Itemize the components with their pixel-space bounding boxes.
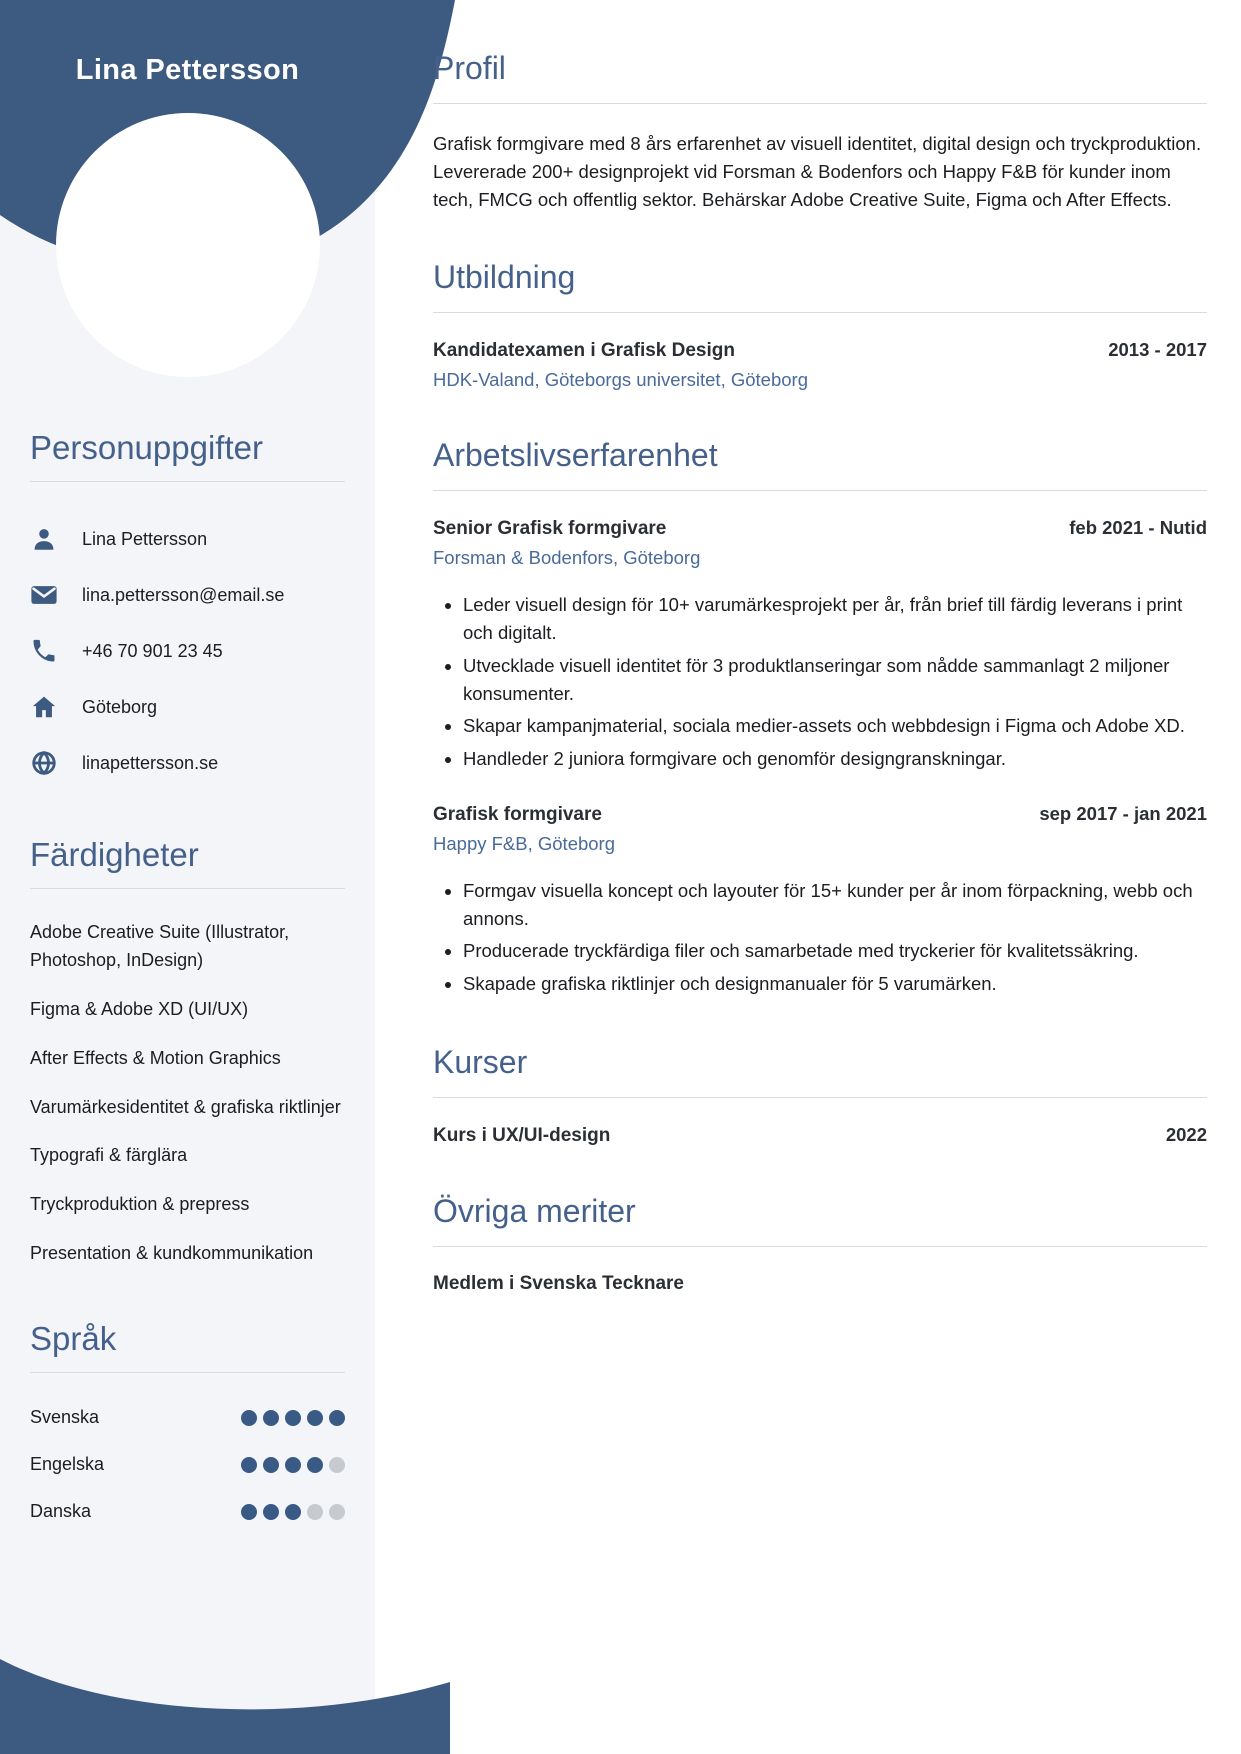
skill-item: Figma & Adobe XD (UI/UX) (30, 998, 249, 1019)
course-name: Kurs i UX/UI-design (433, 1124, 611, 1146)
sidebar-section-skills (30, 836, 345, 1268)
sidebar-section-languages (30, 1320, 345, 1522)
skill-item: After Effects & Motion Graphics (30, 1047, 281, 1068)
job-bullet: • Leder visuell design för 10+ varumärkesprojekt per år, från brief till färdig leverans i print och digitalt. (463, 591, 1207, 647)
skill-item: Presentation & kundkommunikation (30, 1243, 314, 1264)
job-role: Grafisk formgivare (433, 803, 602, 825)
language-label: Danska (30, 1501, 92, 1522)
job-period: feb 2021 - Nutid (1069, 517, 1207, 539)
level-dot-filled (241, 1410, 257, 1426)
contact-text-city: Göteborg (82, 696, 158, 717)
education-section-title: Utbildning (433, 259, 1207, 313)
language-row-svenska (30, 1407, 345, 1428)
other-merits-section-title: Övriga meriter (433, 1193, 1207, 1247)
language-level-dots (241, 1410, 345, 1426)
contact-text-name: Lina Pettersson (82, 528, 208, 549)
contact-text-email: lina.pettersson@email.se (82, 584, 285, 605)
job-bullet: • Skapar kampanjmaterial, sociala medier-assets och webbdesign i Figma och Adobe XD. (463, 712, 1207, 740)
skill-list (30, 919, 345, 1268)
job-bullet: • Handleder 2 juniora formgivare och genomför designgranskningar. (463, 745, 1207, 773)
job-bullet: • Formgav visuella koncept och layouter för 15+ kunder per år inom förpackning, webb och annons. (463, 877, 1207, 933)
course-entry (433, 1124, 1207, 1147)
section-experience (433, 437, 1207, 998)
phone-icon (30, 637, 58, 665)
profile-photo-placeholder (56, 113, 320, 377)
level-dot-empty (307, 1504, 323, 1520)
merit-entry (433, 1273, 1207, 1295)
contact-text-phone: +46 70 901 23 45 (82, 640, 223, 661)
language-label: Svenska (30, 1407, 100, 1428)
personal-section-title: Personuppgifter (30, 429, 345, 482)
level-dot-filled (329, 1410, 345, 1426)
job-role: Senior Grafisk formgivare (433, 518, 667, 540)
level-dot-filled (241, 1457, 257, 1473)
language-row-danska (30, 1501, 345, 1522)
job-bullet: • Producerade tryckfärdiga filer och samarbetade med tryckerier för kvalitetssäkring. (463, 937, 1207, 965)
contact-list (30, 522, 345, 780)
job-bullet: • Skapade grafiska riktlinjer och designmanualer för 5 varumärken. (463, 970, 1207, 998)
job-company: Happy F&B, Göteborg (433, 832, 616, 854)
level-dot-filled (285, 1504, 301, 1520)
language-level-dots (241, 1504, 345, 1520)
contact-row-name (30, 522, 345, 556)
job-entry-head (433, 803, 1207, 826)
home-icon (30, 693, 58, 721)
main-content (433, 0, 1207, 1295)
job-bullet-list (433, 591, 1207, 773)
language-row-engelska (30, 1454, 345, 1475)
courses-section-title: Kurser (433, 1044, 1207, 1098)
candidate-name: Lina Pettersson (75, 54, 300, 86)
level-dot-empty (329, 1504, 345, 1520)
skills-section-title: Färdigheter (30, 836, 345, 889)
skill-item: Tryckproduktion & prepress (30, 1194, 250, 1215)
education-entry-head (433, 339, 1207, 362)
mail-icon (30, 581, 58, 609)
job-bullet: • Utvecklade visuell identitet för 3 produktlanseringar som nådde sammanlagt 2 miljoner konsumenter. (463, 652, 1207, 708)
experience-section-title: Arbetslivserfarenhet (433, 437, 1207, 491)
skill-item: Adobe Creative Suite (Illustrator, Photoshop, InDesign) (30, 922, 290, 970)
course-period: 2022 (1165, 1123, 1207, 1145)
level-dot-filled (263, 1457, 279, 1473)
language-level-dots (241, 1457, 345, 1473)
profile-section-title: Profil (433, 50, 1207, 104)
degree-title: Kandidatexamen i Grafisk Design (433, 340, 735, 362)
user-icon (30, 525, 58, 553)
section-other-merits (433, 1193, 1207, 1295)
sidebar (0, 0, 375, 1754)
profile-text: Grafisk formgivare med 8 års erfarenhet av visuell identitet, digital design och tryckproduktion. Levererade 200+ designprojekt vid Forsman & Bodenfors och Happy F&B för kunder inom tech, FMCG och offentlig sektor. Behärskar Adobe Creative Suite, Figma och After Effects. (433, 133, 1202, 210)
globe-icon (30, 749, 58, 777)
level-dot-filled (241, 1504, 257, 1520)
contact-text-website: linapettersson.se (82, 752, 219, 773)
section-education (433, 259, 1207, 391)
skill-item: Typografi & färglära (30, 1145, 188, 1166)
level-dot-empty (329, 1457, 345, 1473)
level-dot-filled (263, 1504, 279, 1520)
section-courses (433, 1044, 1207, 1147)
language-rows (30, 1407, 345, 1522)
language-label: Engelska (30, 1454, 105, 1475)
contact-row-email (30, 578, 345, 612)
languages-section-title: Språk (30, 1320, 345, 1373)
level-dot-filled (263, 1410, 279, 1426)
job-entry-senior (433, 517, 1207, 773)
education-school: HDK-Valand, Göteborgs universitet, Göteborg (433, 369, 808, 391)
job-company: Forsman & Bodenfors, Göteborg (433, 547, 701, 569)
job-entry-grafisk (433, 803, 1207, 998)
education-entry (433, 339, 1207, 391)
level-dot-filled (285, 1410, 301, 1426)
job-period: sep 2017 - jan 2021 (1039, 802, 1207, 824)
contact-row-website (30, 746, 345, 780)
contact-row-city (30, 690, 345, 724)
job-entry-head (433, 517, 1207, 540)
merit-name: Medlem i Svenska Tecknare (433, 1272, 684, 1294)
skill-item: Varumärkesidentitet & grafiska riktlinjer (30, 1096, 341, 1117)
course-entry-head (433, 1124, 1207, 1147)
level-dot-filled (307, 1457, 323, 1473)
contact-row-phone (30, 634, 345, 668)
job-bullet-list (433, 877, 1207, 998)
section-profile (433, 50, 1207, 213)
sidebar-section-personal (30, 429, 345, 780)
level-dot-filled (307, 1410, 323, 1426)
education-period: 2013 - 2017 (1108, 339, 1207, 361)
level-dot-filled (285, 1457, 301, 1473)
